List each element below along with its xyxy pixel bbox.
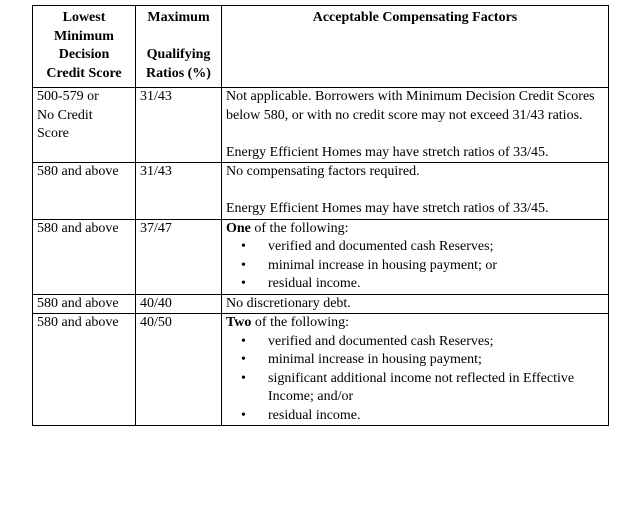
table-row (33, 88, 609, 163)
factors-cell (222, 294, 609, 314)
credit-score-line: Score (37, 126, 69, 141)
header-ratios-line: Qualifying (146, 47, 211, 62)
table-row (33, 219, 609, 294)
table-row (33, 294, 609, 314)
factors-lead-bold: One (226, 220, 251, 236)
ratio-cell: 40/40 (136, 294, 222, 314)
list-item (226, 407, 604, 426)
bullet-icon: • (241, 333, 246, 349)
bullet-text: verified and documented cash Reserves; (268, 239, 494, 254)
bullet-icon: • (241, 407, 246, 423)
list-item (226, 275, 604, 294)
credit-score-line: No Credit (37, 107, 93, 123)
paragraph-gap (226, 125, 604, 144)
bullet-icon: • (241, 257, 246, 273)
factors-cell (222, 314, 609, 426)
ratio-cell: 31/43 (136, 163, 222, 220)
factors-text: Energy Efficient Homes may have stretch ratios of 33/45. (226, 201, 549, 216)
factors-cell (222, 219, 609, 294)
bullet-text: significant additional income not reflected in Effective Income; and/or (268, 370, 575, 404)
bullet-text: minimal increase in housing payment; (268, 352, 482, 367)
factors-cell (222, 88, 609, 163)
factors-lead-rest: of the following: (251, 315, 350, 330)
list-item (226, 370, 604, 407)
bullet-text: minimal increase in housing payment; or (268, 257, 498, 273)
credit-score-cell: 580 and above (33, 314, 136, 426)
list-item (226, 351, 604, 370)
header-qualifying-ratios (136, 6, 222, 88)
list-item (226, 257, 604, 276)
header-credit-score-line: Credit Score (46, 65, 122, 81)
list-item (226, 333, 604, 352)
factors-bullet-list (226, 333, 604, 426)
table-row (33, 314, 609, 426)
credit-score-line: 500-579 or (37, 89, 99, 104)
ratio-cell: 37/47 (136, 219, 222, 294)
bullet-text: residual income. (268, 276, 361, 291)
credit-score-cell: 580 and above (33, 163, 136, 220)
compensating-factors-table (32, 5, 609, 426)
bullet-icon: • (241, 276, 246, 291)
bullet-icon: • (241, 239, 246, 254)
header-credit-score-line: Decision (58, 47, 110, 62)
ratio-cell: 40/50 (136, 314, 222, 426)
factors-bullet-list (226, 238, 604, 294)
table-row (33, 163, 609, 220)
factors-text: Energy Efficient Homes may have stretch ratios of 33/45. (226, 144, 549, 160)
credit-score-cell: 580 and above (33, 294, 136, 314)
factors-text: No compensating factors required. (226, 164, 420, 179)
factors-cell (222, 163, 609, 220)
header-ratios-line: Ratios (%) (146, 65, 211, 81)
header-compensating-factors: Acceptable Compensating Factors (222, 6, 609, 88)
header-credit-score (33, 6, 136, 88)
bullet-text: residual income. (268, 407, 361, 423)
credit-score-cell (33, 88, 136, 163)
paragraph-gap (226, 182, 604, 201)
factors-lead (226, 314, 604, 333)
list-item (226, 238, 604, 257)
header-credit-score-line: Minimum (54, 28, 114, 44)
header-row (33, 6, 609, 88)
ratio-cell: 31/43 (136, 88, 222, 163)
header-ratios-spacer (139, 28, 218, 47)
bullet-icon: • (241, 370, 246, 386)
factors-text: No discretionary debt. (226, 295, 351, 311)
factors-lead-rest: of the following: (250, 220, 349, 236)
credit-score-cell: 580 and above (33, 219, 136, 294)
header-credit-score-line: Lowest (62, 10, 106, 25)
factors-text: Not applicable. Borrowers with Minimum Decision Credit Scores below 580, or with no credit score may not exceed 31/43 ratios. (226, 89, 595, 123)
factors-lead-bold: Two (226, 315, 252, 330)
factors-lead (226, 220, 604, 239)
header-ratios-line: Maximum (147, 10, 210, 25)
bullet-text: verified and documented cash Reserves; (268, 333, 494, 349)
bullet-icon: • (241, 352, 246, 367)
